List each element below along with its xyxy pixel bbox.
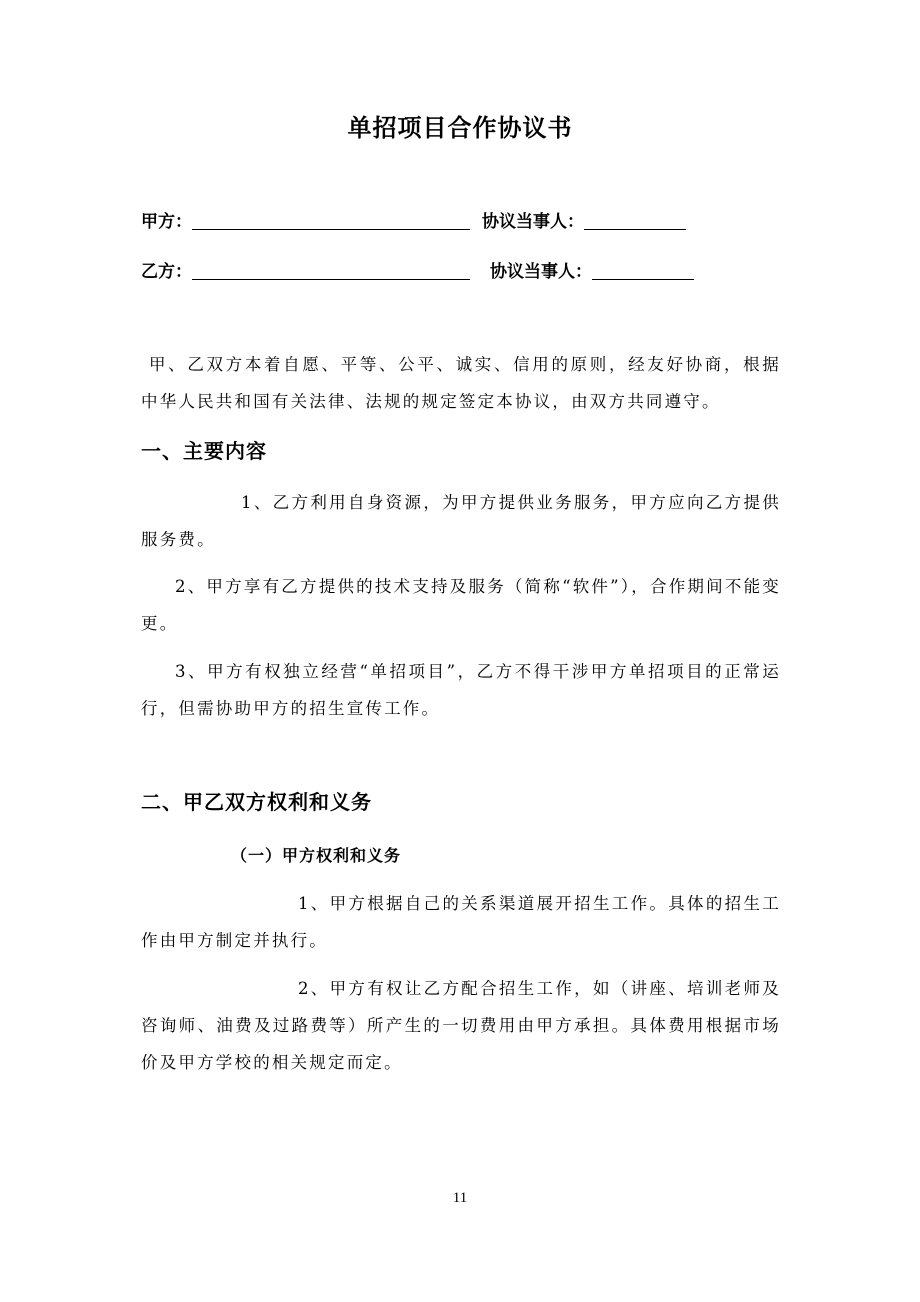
- page-number: 11: [452, 1190, 468, 1206]
- party-a-representative-label: 协议当事人：: [482, 212, 584, 232]
- party-a-label: 甲方：: [141, 212, 192, 232]
- party-a-row: [141, 202, 686, 232]
- section-1-heading: 一、主要内容: [141, 439, 267, 463]
- section-2-item-1: 1、甲方根据自己的关系渠道展开招生工作。具体的招生工作由甲方制定并执行。: [141, 894, 781, 950]
- party-b-representative-blank: [592, 259, 694, 280]
- party-b-name-blank: [192, 259, 470, 280]
- party-a-representative-blank: [584, 209, 686, 230]
- intro-paragraph: 甲、乙双方本着自愿、平等、公平、诚实、信用的原则，经友好协商，根据中华人民共和国有关法律、法规的规定签定本协议，由双方共同遵守。: [141, 355, 781, 411]
- section-1-item-3: 3、甲方有权独立经营“单招项目”，乙方不得干涉甲方单招项目的正常运行，但需协助甲方的招生宣传工作。: [141, 662, 781, 718]
- party-b-label: 乙方：: [141, 262, 192, 282]
- section-2-heading: 二、甲乙双方权利和义务: [141, 790, 372, 814]
- section-2-item-2: 2、甲方有权让乙方配合招生工作，如（讲座、培训老师及咨询师、油费及过路费等）所产生的一切费用由甲方承担。具体费用根据市场价及甲方学校的相关规定而定。: [141, 979, 781, 1072]
- party-a-name-blank: [192, 209, 470, 230]
- section-2-subheading: （一）甲方权利和义务: [231, 846, 402, 865]
- section-1-item-2: 2、甲方享有乙方提供的技术支持及服务（简称“软件”），合作期间不能变更。: [141, 577, 781, 633]
- party-b-representative-label: 协议当事人：: [490, 262, 592, 282]
- party-b-row: [141, 252, 694, 282]
- document-title: 单招项目合作协议书: [347, 114, 573, 142]
- section-1-item-1: 1、乙方利用自身资源，为甲方提供业务服务，甲方应向乙方提供服务费。: [141, 493, 781, 549]
